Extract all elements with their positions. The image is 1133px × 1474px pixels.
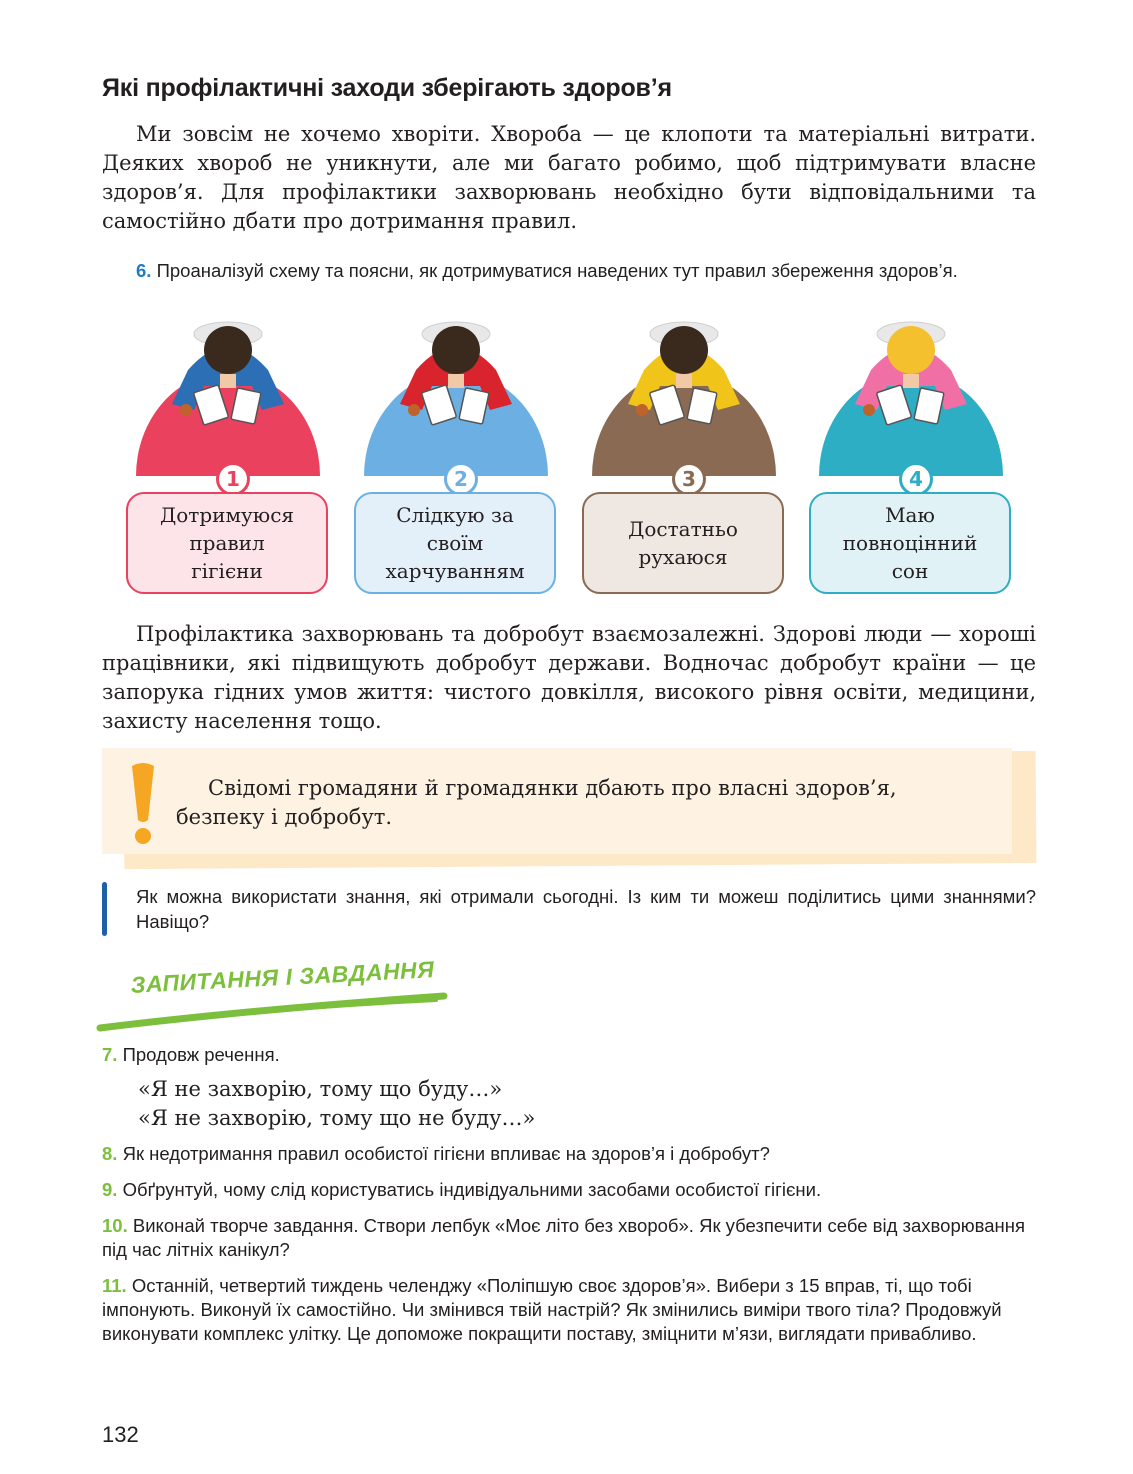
step-label-box: [582, 492, 784, 594]
task-9: 9. Обґрунтуй, чому слід користуватись індивідуальними засобами особистої гігієни.: [102, 1179, 822, 1200]
reflection-marker: [102, 882, 107, 936]
step-number-badge: 1: [216, 462, 250, 496]
step-label: Достатньо рухаюся: [628, 517, 738, 569]
task-11: 11. Останній, четвертий тиждень челенджу «Поліпшую своє здоров’я». Вибери з 15 вправ, ті, що тобі імпонують. Виконуй їх самостійно. Чи змінився твій настрій? Як змінились виміри твого тіла? Продовжуй виконувати комплекс улітку. Це допоможе покращити поставу, зміцнити м’язи, виглядати привабливо.: [102, 1275, 1002, 1344]
note-line-2: безпеку і добробут.: [176, 805, 393, 829]
scheme-panel-3: [592, 314, 792, 604]
step-label-box: [354, 492, 556, 594]
desk-illustration: [364, 314, 564, 484]
desk-illustration: [136, 314, 336, 484]
exclamation-icon: [126, 760, 160, 846]
page-number: 132: [102, 1422, 139, 1447]
paragraph-2: Профілактика захворювань та добробут взаємозалежні. Здорові люди — хороші працівники, які підвищують добробут держави. Водночас добробут країни — це запорука гідних умов життя: чистого довкілля, високого рівня освіти, медицини, захисту населення тощо.: [102, 622, 1036, 733]
step-label-box: [809, 492, 1011, 594]
important-note: [102, 748, 1036, 866]
step-number-badge: 3: [672, 462, 706, 496]
task-6: [136, 258, 1036, 283]
task-text: Проаналізуй схему та поясни, як дотримуватися наведених тут правил збереження здоров’я.: [156, 260, 958, 281]
reflection-question: Як можна використати знання, які отримали сьогодні. Із ким ти можеш поділитись цими знаннями? Навіщо?: [136, 886, 1036, 932]
note-line-1: Свідомі громадяни й громадянки дбають про власні здоров’я,: [208, 776, 897, 800]
section-heading: Які профілактичні заходи зберігають здоров’я: [102, 74, 672, 102]
task-10: 10. Виконай творче завдання. Створи лепбук «Моє літо без хвороб». Як убезпечити себе від захворювання під час літніх канікул?: [102, 1215, 1025, 1260]
task-number: 6.: [136, 260, 152, 281]
section-title: ЗАПИТАННЯ І ЗАВДАННЯ: [130, 956, 436, 998]
scheme-panel-1: [136, 314, 336, 604]
desk-illustration: [819, 314, 1019, 484]
quote-2: «Я не захворію, тому що не буду…»: [138, 1106, 536, 1130]
step-number-badge: 2: [444, 462, 478, 496]
quote-1: «Я не захворію, тому що буду…»: [138, 1077, 503, 1101]
step-number-badge: 4: [899, 462, 933, 496]
section-title-banner: [96, 958, 456, 1038]
task-7: 7. Продовж речення.: [102, 1044, 280, 1065]
scheme-panel-2: [364, 314, 564, 604]
task-8: 8. Як недотримання правил особистої гігієни впливає на здоров’я і добробут?: [102, 1143, 770, 1164]
step-label: Слідкую за своїм харчуванням: [385, 503, 525, 583]
step-label: Маю повноцінний сон: [842, 503, 978, 583]
step-label: Дотримуюся правил гігієни: [159, 503, 295, 583]
step-label-box: [126, 492, 328, 594]
desk-illustration: [592, 314, 792, 484]
intro-paragraph: Ми зовсім не хочемо хворіти. Хвороба — це клопоти та матеріальні витрати. Деяких хвороб не уникнути, але ми багато робимо, щоб підтримувати власне здоров’я. Для профілактики захворювань необхідно бути відповідальними та самостійно дбати про дотримання правил.: [102, 122, 1036, 233]
scheme-panel-4: [819, 314, 1019, 604]
